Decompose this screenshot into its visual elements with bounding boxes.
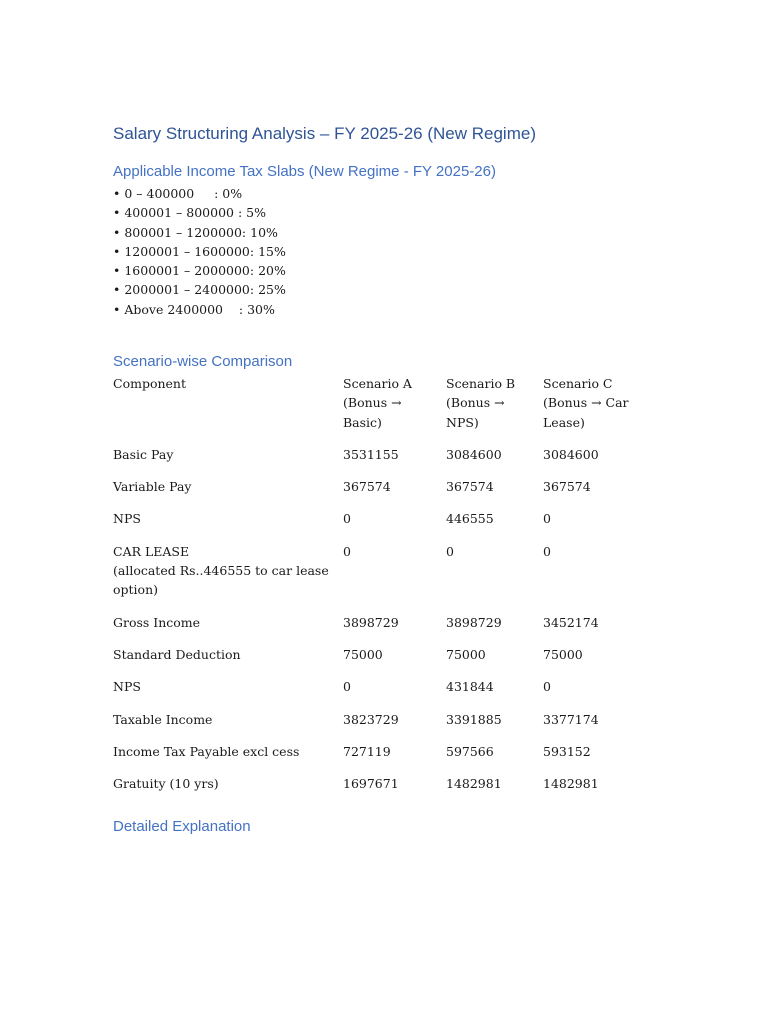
scenario-a-cell: 0 [343,543,351,559]
detailed-explanation-heading: Detailed Explanation [113,818,251,835]
component-cell: Gross Income [113,614,201,630]
scenario-a-cell: 75000 [343,646,383,662]
table-row [113,445,643,477]
column-header-scenario-a: Scenario A (Bonus → Basic) [343,376,412,430]
scenario-c-cell: 0 [543,679,551,695]
scenario-c-cell: 3452174 [543,614,599,630]
scenario-a-cell: 3898729 [343,614,399,630]
scenario-b-cell: 0 [446,543,454,559]
component-cell: NPS [113,679,141,695]
table-row [113,477,643,509]
table-row [113,774,643,806]
component-cell: Taxable Income [113,711,213,727]
table-row [113,613,643,645]
tax-slab-item: • 400001 – 800000 : 5% [113,205,266,221]
tax-slab-item: • 0 – 400000 : 0% [113,186,243,201]
page-title: Salary Structuring Analysis – FY 2025-26 (New Regime) [113,124,536,143]
component-cell: Variable Pay [113,479,192,495]
table-header-row [113,374,643,445]
component-cell: CAR LEASE (allocated Rs..446555 to car lease option) [113,543,329,598]
scenario-b-cell: 3084600 [446,446,502,462]
scenario-c-cell: 3084600 [543,446,599,462]
scenario-b-cell: 3391885 [446,711,502,727]
scenario-a-cell: 3531155 [343,446,399,462]
scenario-c-cell: 1482981 [543,776,599,792]
scenario-c-cell: 3377174 [543,711,599,727]
table-row [113,710,643,742]
column-header-scenario-b: Scenario B (Bonus → NPS) [446,376,516,430]
table-row [113,742,643,774]
scenario-a-cell: 1697671 [343,776,399,792]
scenario-c-cell: 0 [543,511,551,527]
component-cell: Gratuity (10 yrs) [113,776,219,792]
tax-slab-item: • 800001 – 1200000: 10% [113,224,278,240]
scenario-b-cell: 1482981 [446,776,502,792]
component-cell: Basic Pay [113,446,174,462]
comparison-heading: Scenario-wise Comparison [113,353,293,370]
component-cell: NPS [113,511,141,527]
tax-slab-item: • 2000001 – 2400000: 25% [113,282,286,298]
scenario-b-cell: 597566 [446,743,494,759]
column-header-scenario-c: Scenario C (Bonus → Car Lease) [543,376,629,430]
column-header-component: Component [113,376,186,391]
component-cell: Standard Deduction [113,646,241,662]
table-row [113,542,643,613]
scenario-c-cell: 593152 [543,743,591,759]
tax-slab-item: • 1600001 – 2000000: 20% [113,263,286,279]
table-row [113,509,643,541]
component-cell: Income Tax Payable excl cess [113,743,300,759]
scenario-a-cell: 0 [343,511,351,527]
scenario-a-cell: 727119 [343,743,391,759]
table-row [113,677,643,709]
scenario-a-cell: 0 [343,679,351,695]
scenario-a-cell: 367574 [343,479,391,495]
table-row [113,645,643,677]
tax-slab-item: • 1200001 – 1600000: 15% [113,243,286,259]
tax-slab-list [113,184,286,319]
scenario-b-cell: 75000 [446,646,486,662]
scenario-b-cell: 446555 [446,511,494,527]
scenario-b-cell: 431844 [446,679,494,695]
scenario-b-cell: 367574 [446,479,494,495]
tax-slabs-heading: Applicable Income Tax Slabs (New Regime - FY 2025-26) [113,163,496,180]
tax-slab-item: • Above 2400000 : 30% [113,301,275,317]
scenario-c-cell: 0 [543,543,551,559]
scenario-c-cell: 367574 [543,479,591,495]
comparison-table [113,374,643,806]
scenario-a-cell: 3823729 [343,711,399,727]
scenario-b-cell: 3898729 [446,614,502,630]
scenario-c-cell: 75000 [543,646,583,662]
